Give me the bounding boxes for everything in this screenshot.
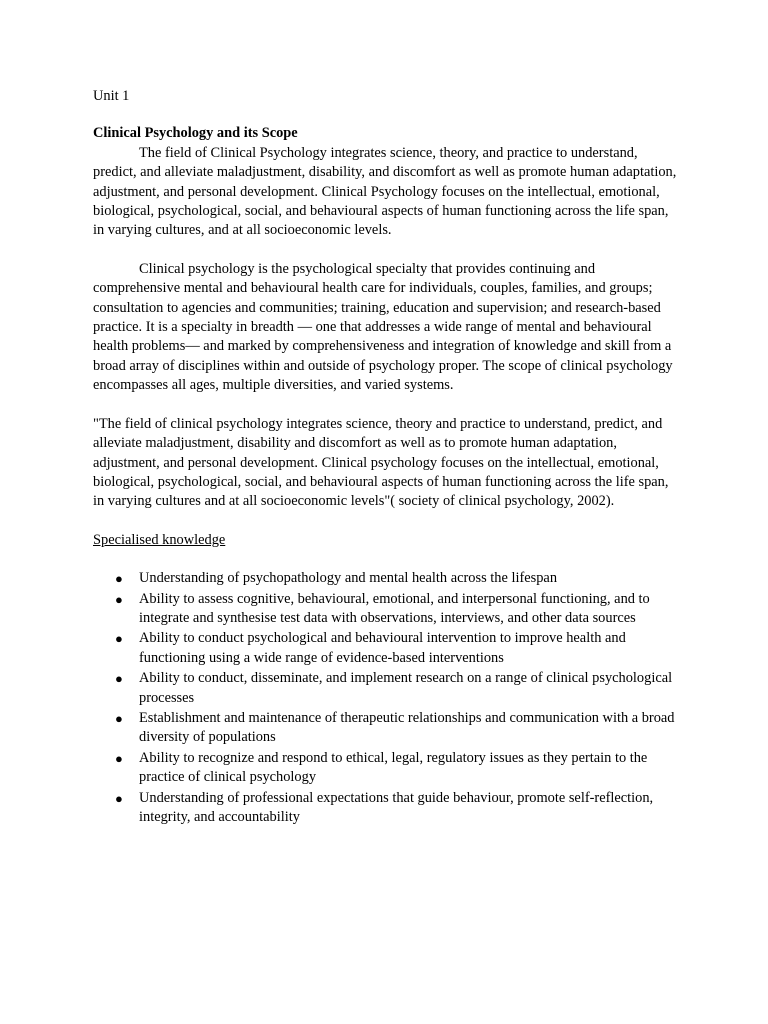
- list-item-text: Understanding of psychopathology and mental health across the lifespan: [139, 570, 558, 587]
- list-item-text: Ability to recognize and respond to ethical, legal, regulatory issues as they pertain to the practice of clinical psychology: [139, 749, 648, 786]
- bullet-icon: ●: [115, 591, 123, 607]
- specialised-knowledge-list: [93, 569, 678, 827]
- bullet-icon: ●: [115, 571, 123, 587]
- bullet-icon: ●: [115, 790, 123, 806]
- paragraph-specialty-definition: Clinical psychology is the psychological specialty that provides continuing and comprehensive mental and behavioural health care for individuals, couples, families, and groups; consultation to agencies and communities; training, education and supervision; and research-based practice. It is a specialty in breadth — one that addresses a wide range of mental and behavioural health problems— and marked by comprehensiveness and integration of knowledge and skill from a broad array of disciplines within and outside of psychology proper. The scope of clinical psychology encompasses all ages, multiple diversities, and varied systems.: [93, 260, 673, 394]
- spacer: [93, 512, 678, 531]
- bullet-icon: ●: [115, 671, 123, 687]
- list-item: [93, 629, 678, 668]
- spacer: [93, 241, 678, 260]
- section-heading-specialised-knowledge: Specialised knowledge: [93, 531, 226, 548]
- bullet-icon: ●: [115, 710, 123, 726]
- list-item: [93, 789, 678, 828]
- list-item: [93, 709, 678, 748]
- list-item-text: Ability to conduct psychological and behavioural intervention to improve health and functioning using a wide range of evidence-based interventions: [139, 630, 626, 666]
- list-item: [93, 669, 678, 708]
- spacer: [93, 396, 678, 415]
- list-item-text: Understanding of professional expectations that guide behaviour, promote self-reflection, integrity, and accountability: [139, 789, 654, 825]
- document-page: [93, 87, 678, 828]
- list-item-text: Establishment and maintenance of therapeutic relationships and communication with a broad diversity of populations: [139, 709, 675, 746]
- document-title: Clinical Psychology and its Scope: [93, 125, 298, 142]
- list-item: [93, 569, 678, 588]
- unit-label: Unit 1: [93, 88, 130, 104]
- list-item: [93, 749, 678, 788]
- spacer: [93, 550, 678, 569]
- bullet-icon: ●: [115, 631, 123, 647]
- bullet-icon: ●: [115, 750, 123, 766]
- quotation-paragraph: "The field of clinical psychology integrates science, theory and practice to understand, predict, and alleviate maladjustment, disability and discomfort as well as to promote human adaptation, adjustment, and personal development. Clinical psychology focuses on the intellectual, emotional, biological, psychological, social, and behavioural aspects of human functioning across the life span, in varying cultures and at all socioeconomic levels"( society of clinical psychology, 2002).: [93, 415, 669, 510]
- list-item-text: Ability to conduct, disseminate, and implement research on a range of clinical psychological processes: [139, 670, 673, 706]
- paragraph-field-definition: The field of Clinical Psychology integrates science, theory, and practice to understand, predict, and alleviate maladjustment, disability, and discomfort as well as promote human adaptation, adjustment, and personal development. Clinical Psychology focuses on the intellectual, emotional, biological, psychological, social, and behavioural aspects of human functioning across the life span, in varying cultures, and at all socioeconomic levels.: [93, 144, 677, 239]
- list-item-text: Ability to assess cognitive, behavioural, emotional, and interpersonal functioning, and to integrate and synthesise test data with observations, interviews, and other data sources: [139, 590, 650, 626]
- list-item: [93, 590, 678, 629]
